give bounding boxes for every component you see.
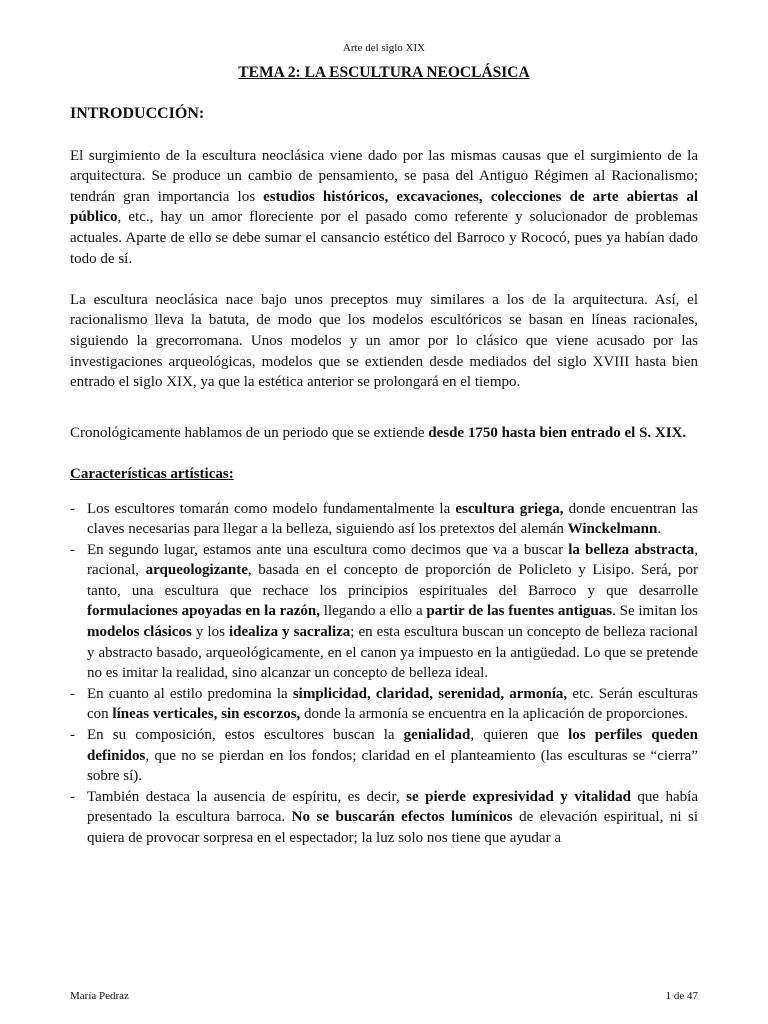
- text-run: ; en esta escultura buscan un concepto de belleza racional y abstracto basado, arqueológicamente, en el canon ya impuesto en la antigüedad. Lo que se pretende no es imitar la realidad, sino alcanzar un concepto de belleza ideal.: [87, 624, 699, 682]
- emphasis-text: líneas verticales, sin escorzos,: [112, 706, 301, 723]
- text-run: Cronológicamente hablamos de un periodo que se extiende: [70, 424, 429, 441]
- emphasis-text: partir de las fuentes antiguas: [426, 603, 613, 620]
- page-number: 1 de 47: [665, 990, 698, 1002]
- list-item: [70, 725, 698, 787]
- text-run: También destaca la ausencia de espíritu, es decir,: [87, 788, 407, 805]
- text-run: . Se imitan los: [612, 603, 698, 620]
- emphasis-text: escultura griega,: [455, 500, 564, 517]
- text-run: En su composición, estos escultores buscan la: [87, 727, 404, 744]
- text-run: , quieren que: [470, 727, 569, 744]
- emphasis-text: modelos clásicos: [87, 624, 192, 641]
- text-run: y los: [191, 624, 229, 641]
- intro-paragraph-1: [70, 146, 698, 270]
- text-run: donde encuentran las claves necesarias para llegar a la belleza, siguiendo así los pretextos del alemán: [87, 500, 699, 538]
- footer-author: María Pedraz: [70, 990, 129, 1002]
- emphasis-text: arqueologizante: [145, 562, 248, 579]
- emphasis-text: simplicidad, claridad, serenidad, armonía,: [292, 685, 568, 702]
- intro-paragraph-3: [70, 423, 698, 444]
- emphasis-text: desde 1750 hasta bien entrado el S. XIX.: [428, 424, 687, 441]
- emphasis-text: Winckelmann: [567, 521, 658, 538]
- document-body: [70, 104, 698, 849]
- emphasis-text: No se buscarán efectos lumínicos: [291, 809, 513, 826]
- emphasis-text: genialidad: [403, 727, 471, 744]
- text-run: donde la armonía se encuentra en la aplicación de proporciones.: [300, 706, 689, 723]
- running-header: Arte del siglo XIX: [342, 42, 426, 54]
- emphasis-text: los perfiles queden definidos: [87, 727, 698, 764]
- page-title: TEMA 2: LA ESCULTURA NEOCLÁSICA: [238, 64, 530, 81]
- text-run: Los escultores tomarán como modelo fundamentalmente la: [87, 500, 456, 517]
- list-item: [70, 684, 698, 725]
- intro-paragraph-2: La escultura neoclásica nace bajo unos preceptos muy similares a los de la arquitectura. Así, el racionalismo lleva la batuta, de modo que los modelos escultóricos se basan en líneas racionales, siguiendo la grecorromana. Unos modelos y un amor por lo clásico que viene acusado por las investigaciones arqueológicas, modelos que se extienden desde mediados del siglo XVIII hasta bien entrado el siglo XIX, ya que la estética anterior se prolongará en el tiempo.: [70, 291, 698, 391]
- text-run: , racional,: [87, 541, 698, 579]
- text-run: En segundo lugar, estamos ante una escultura como decimos que va a buscar: [87, 541, 569, 558]
- emphasis-text: formulaciones apoyadas en la razón,: [87, 603, 321, 620]
- characteristics-heading-colon: :: [228, 465, 234, 482]
- introduction-heading: INTRODUCCIÓN:: [70, 105, 205, 122]
- emphasis-text: se pierde expresividad y vitalidad: [406, 788, 631, 805]
- bullet-dash: -: [70, 727, 75, 744]
- text-run: .: [657, 521, 662, 538]
- text-run: , que no se pierdan en los fondos; claridad en el planteamiento (las esculturas se “cierra” sobre sí).: [87, 747, 698, 785]
- text-run: En cuanto al estilo predomina la: [87, 685, 293, 702]
- emphasis-text: estudios históricos, excavaciones, colecciones de arte abiertas al público: [70, 188, 698, 226]
- list-item: [70, 499, 698, 540]
- bullet-dash: -: [70, 541, 75, 558]
- text-run: El surgimiento de la escultura neoclásica viene dado por las mismas causas que el surgimiento de la arquitectura. Se produce un cambio de pensamiento, se pasa del Antiguo Régimen al Racionalismo; tendrán gran importancia los: [70, 147, 698, 205]
- text-run: etc. Serán esculturas con: [87, 685, 698, 723]
- bullet-dash: -: [70, 685, 75, 702]
- text-run: llegando a ello a: [320, 603, 427, 620]
- bullet-dash: -: [70, 788, 75, 805]
- list-item: [70, 540, 698, 684]
- text-run: de elevación espiritual, ni si quiera de provocar sorpresa en el espectador; la luz solo nos tiene que ayudar a: [87, 809, 698, 846]
- bullet-dash: -: [70, 500, 75, 517]
- emphasis-text: la belleza abstracta: [568, 541, 695, 558]
- characteristics-heading: [70, 464, 698, 485]
- characteristics-list: [70, 499, 698, 849]
- text-run: , basada en el concepto de proporción de Policleto y Lisipo. Será, por tanto, una escultura que rechace los principios espirituales del Barroco y que desarrolle: [87, 562, 698, 599]
- emphasis-text: idealiza y sacraliza: [228, 624, 351, 641]
- text-run: , etc., hay un amor floreciente por el pasado como referente y solucionador de problemas actuales. Aparte de ello se debe sumar el cansancio estético del Barroco y Rococó, pues ya habían dado todo de sí.: [70, 209, 698, 267]
- list-item: [70, 787, 698, 849]
- characteristics-heading-text: Características artísticas: [70, 465, 229, 482]
- text-run: que había presentado la escultura barroca.: [87, 788, 698, 826]
